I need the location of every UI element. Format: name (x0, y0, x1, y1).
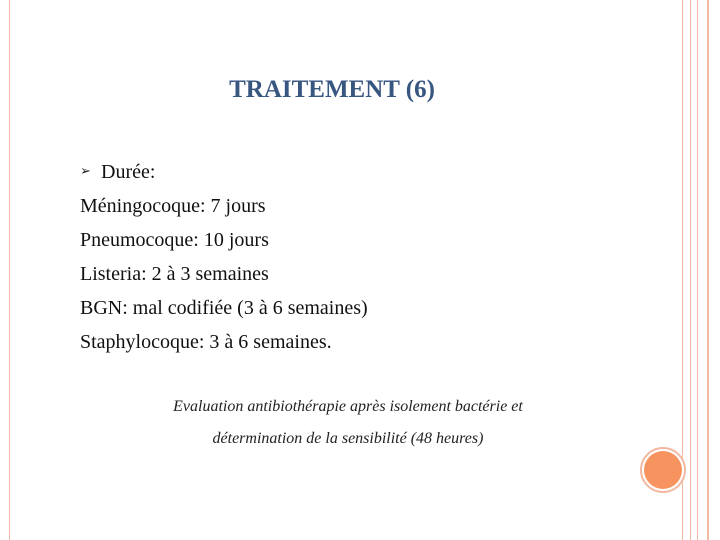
bullet-item (80, 155, 640, 189)
slide-border-right (690, 0, 691, 540)
duration-line-pneumocoque: Pneumocoque: 10 jours (80, 229, 269, 251)
slide-title: TRAITEMENT (6) (229, 76, 435, 103)
bullet-label: Durée: (101, 161, 156, 183)
slide-border-right (707, 0, 709, 540)
duration-line-bgn: BGN: mal codifiée (3 à 6 semaines) (80, 297, 368, 319)
duration-line-staphylocoque: Staphylocoque: 3 à 6 semaines. (80, 331, 332, 353)
note-line: Evaluation antibiothérapie après isolement bactérie et (173, 398, 523, 415)
content-body (80, 155, 640, 359)
decorative-circle (644, 451, 682, 489)
slide-border-right (697, 0, 698, 540)
note-line: détermination de la sensibilité (48 heures) (212, 430, 484, 447)
duration-line-meningocoque: Méningocoque: 7 jours (80, 195, 266, 217)
evaluation-note (0, 391, 696, 455)
duration-line-listeria: Listeria: 2 à 3 semaines (80, 263, 269, 285)
arrow-bullet-icon: ➢ (80, 164, 91, 179)
